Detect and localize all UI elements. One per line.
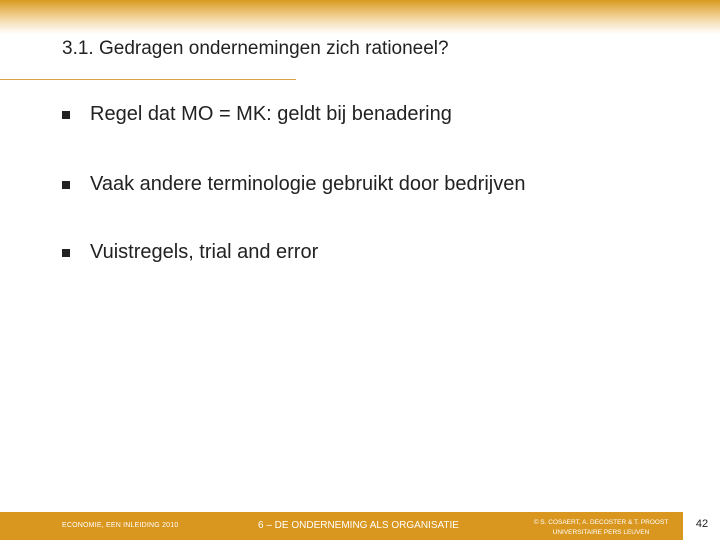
square-bullet-icon [62,111,70,119]
header-band [0,0,720,34]
page-number: 42 [695,518,709,530]
slide-title: 3.1. Gedragen ondernemingen zich rationeel? [62,38,449,59]
footer-copyright [520,518,682,538]
square-bullet-icon [62,181,70,189]
bullet-item-3 [62,241,318,264]
title-underline [0,79,296,80]
footer-course-title: ECONOMIE, EEN INLEIDING 2010 [62,522,179,529]
bullet-text-2: Vaak andere terminologie gebruikt door bedrijven [90,173,526,195]
bullet-item-1 [62,103,452,126]
footer-bar [0,512,720,540]
bullet-item-2 [62,173,525,196]
footer-copyright-line2: UNIVERSITAIRE PERS LEUVEN [552,529,650,536]
page-number-box [684,512,720,540]
bullet-text-3: Vuistregels, trial and error [90,241,319,263]
square-bullet-icon [62,249,70,257]
bullet-text-1: Regel dat MO = MK: geldt bij benadering [90,103,452,125]
footer-chapter-title: 6 – DE ONDERNEMING ALS ORGANISATIE [258,520,459,531]
footer-copyright-line1: © S. COSAERT, A. DECOSTER & T. PROOST [533,519,669,526]
